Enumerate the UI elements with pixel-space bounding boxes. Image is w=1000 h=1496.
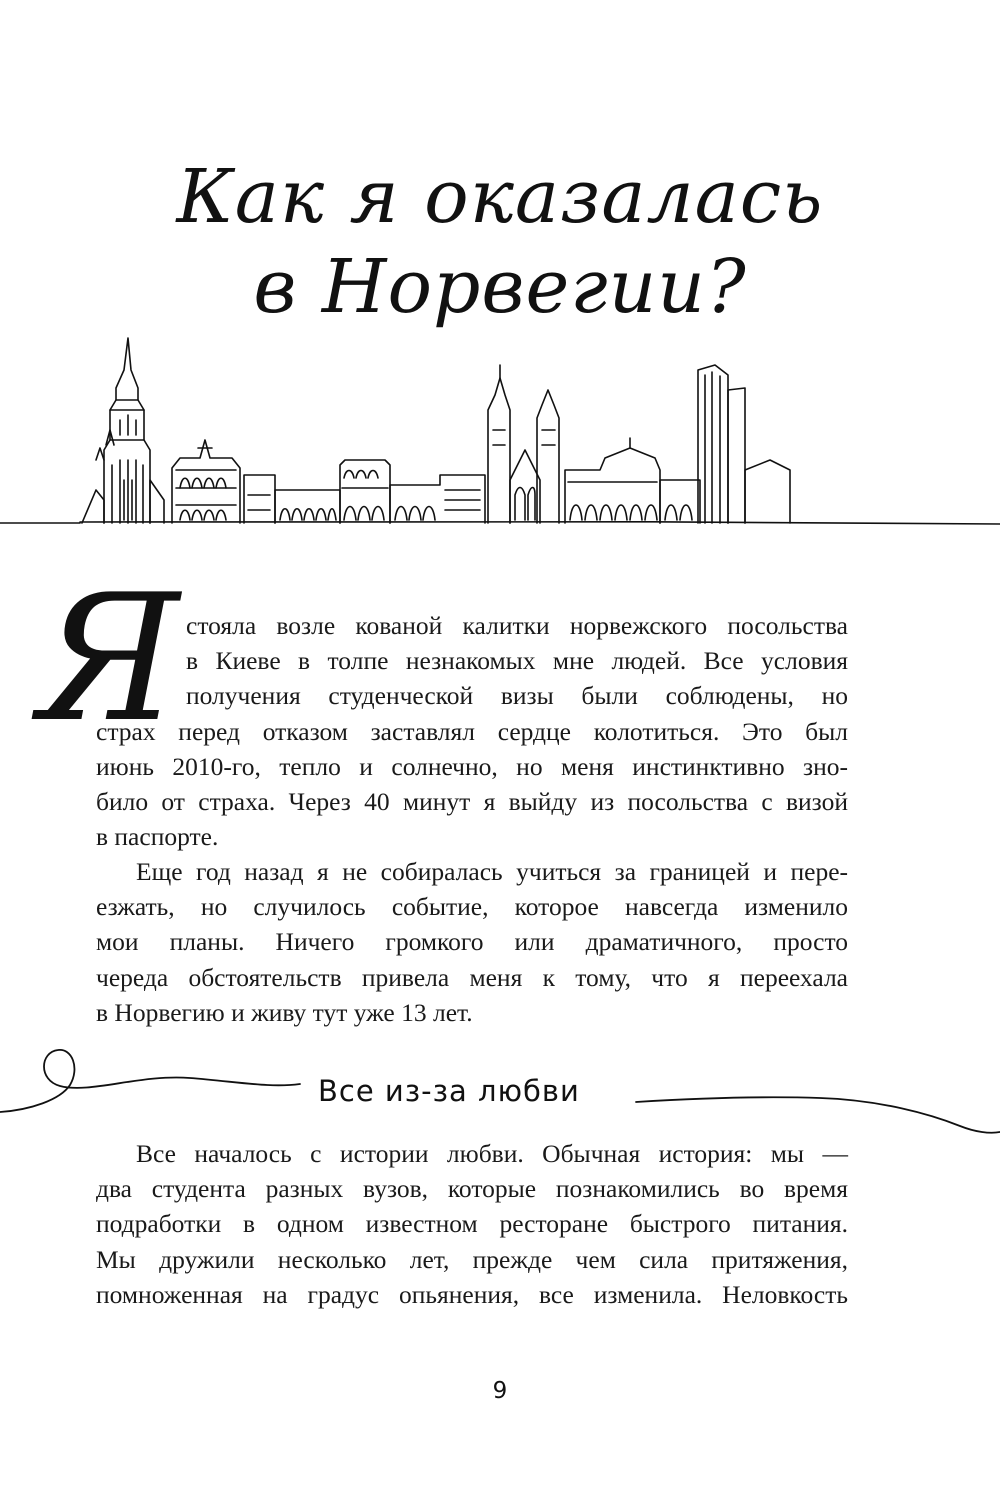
paragraph-line: стояла возле кованой калитки норвежского посольства <box>186 611 848 640</box>
third-paragraph <box>96 1136 848 1312</box>
paragraph-line: страх перед отказом заставлял сердце колотиться. Это был <box>96 716 848 746</box>
second-paragraph <box>96 854 848 1030</box>
paragraph-line: помноженная на градус опьянения, все изменила. Неловкость <box>96 1279 848 1309</box>
paragraph-line: езжать, но случилось событие, которое навсегда изменило <box>96 892 848 922</box>
paragraph-line: Еще год назад я не собиралась учиться за границей и пере- <box>136 857 848 886</box>
section-heading: Все из-за любви <box>318 1074 580 1108</box>
paragraph-line: в Норвегию и живу тут уже 13 лет. <box>96 997 473 1027</box>
city-skyline-illustration <box>0 330 1000 540</box>
chapter-title-line-1: Как я оказалась <box>176 154 824 240</box>
paragraph-line: в Киеве в толпе незнакомых мне людей. Все условия <box>186 646 848 676</box>
chapter-title-line-2: в Норвегии? <box>253 244 747 330</box>
paragraph-line: получения студенческой визы были соблюдены, но <box>186 681 848 711</box>
drop-cap: Я <box>38 558 180 761</box>
paragraph-line: два студента разных вузов, которые познакомились во время <box>96 1174 848 1204</box>
paragraph-line: било от страха. Через 40 минут я выйду из посольства с визой <box>96 786 848 816</box>
paragraph-line: мои планы. Ничего громкого или драматичного, просто <box>96 927 848 957</box>
page-number: 9 <box>492 1378 508 1404</box>
intro-paragraph <box>96 608 848 854</box>
paragraph-line: череда обстоятельств привела меня к тому, что я переехала <box>96 962 848 992</box>
paragraph-line: июнь 2010-го, тепло и солнечно, но меня инстинктивно зно- <box>96 751 848 781</box>
paragraph-line: Мы дружили несколько лет, прежде чем сила притяжения, <box>96 1244 848 1274</box>
paragraph-line: в паспорте. <box>96 822 219 852</box>
paragraph-line: Все началось с истории любви. Обычная история: мы — <box>136 1139 848 1168</box>
paragraph-line: подработки в одном известном ресторане быстрого питания. <box>96 1209 848 1239</box>
